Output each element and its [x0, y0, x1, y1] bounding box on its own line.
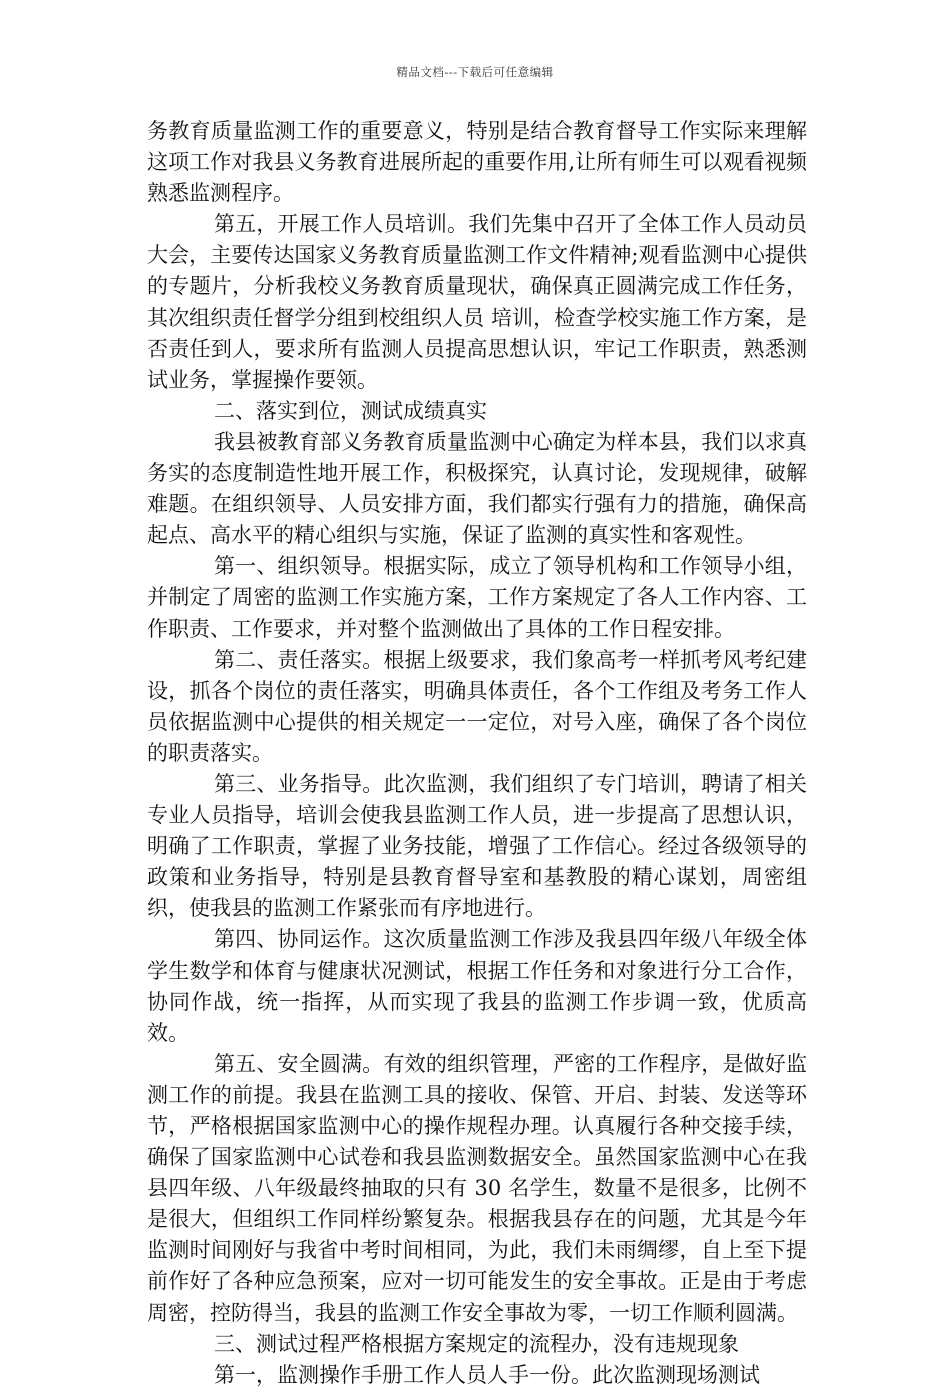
section-heading-2: 二、落实到位，测试成绩真实 — [214, 398, 487, 423]
paragraph-safety: 第五、安全圆满。有效的组织管理，严密的工作程序，是做好监测工作的前提。我县在监测工具的接收、保管、开启、封装、发送等环节，严格根据国家监测中心的操作规程办理。认真履行各种交接手续，确保了国家监测中心试卷和我县监测数据安全。虽然国家监测中心在我县四年级、八年级最终抽取的只有 30 名学生，数量不是很多，比例不是很大，但组织工作同样纷繁复杂。根据我县存在的问题，尤其是今年监测时间刚好与我省中考时间相同，为此，我们未雨绸缪，自上至下提前作好了各种应急预案，应对一切可能发生的安全事故。正是由于考虑周密，控防得当，我县的监测工作安全事故为零，一切工作顺利圆满。 — [147, 1051, 807, 1325]
paragraph-manual: 第一，监测操作手册工作人员人手一份。此次监测现场测试 — [214, 1362, 760, 1387]
paragraph-guidance: 第三、业务指导。此次监测，我们组织了专门培训，聘请了相关专业人员指导，培训会使我县监测工作人员，进一步提高了思想认识，明确了工作职责，掌握了业务技能，增强了工作信心。经过各级领导的政策和业务指导，特别是县教育督导室和基教股的精心谋划，周密组织，使我县的监测工作紧张而有序地进行。 — [147, 771, 807, 921]
page-header: 精品文档---下载后可任意编辑 — [396, 65, 554, 79]
paragraph-sample-county: 我县被教育部义务教育质量监测中心确定为样本县，我们以求真务实的态度制造性地开展工作，积极探究，认真讨论，发现规律，破解难题。在组织领导、人员安排方面，我们都实行强有力的措施，确保高起点、高水平的精心组织与实施，保证了监测的真实性和客观性。 — [147, 429, 807, 548]
document-body — [147, 116, 807, 1391]
paragraph-responsibility: 第二、责任落实。根据上级要求，我们象高考一样抓考风考纪建设，抓各个岗位的责任落实，明确具体责任，各个工作组及考务工作人员依据监测中心提供的相关规定一一定位，对号入座，确保了各个岗位的职责落实。 — [147, 647, 807, 765]
paragraph-organization: 第一、组织领导。根据实际，成立了领导机构和工作领导小组，并制定了周密的监测工作实施方案，工作方案规定了各人工作内容、工作职责、工作要求，并对整个监测做出了具体的工作日程安排。 — [147, 554, 807, 641]
paragraph-continuation: 务教育质量监测工作的重要意义，特别是结合教育督导工作实际来理解这项工作对我县义务教育进展所起的重要作用,让所有师生可以观看视频熟悉监测程序。 — [147, 119, 807, 206]
section-heading-3: 三、测试过程严格根据方案规定的流程办，没有违规现象 — [214, 1331, 739, 1356]
paragraph-training: 第五，开展工作人员培训。我们先集中召开了全体工作人员动员大会，主要传达国家义务教育质量监测工作文件精神;观看监测中心提供的专题片，分析我校义务教育质量现状，确保真正圆满完成工作任务，其次组织责任督学分组到校组织人员 培训，检查学校实施工作方案，是否责任到人，要求所有监测人员提高思想认识，牢记工作职责，熟悉测试业务，掌握操作要领。 — [147, 212, 807, 392]
paragraph-cooperation: 第四、协同运作。这次质量监测工作涉及我县四年级八年级全体学生数学和体育与健康状况测试，根据工作任务和对象进行分工合作，协同作战，统一指挥，从而实现了我县的监测工作步调一致，优质高效。 — [147, 927, 807, 1045]
